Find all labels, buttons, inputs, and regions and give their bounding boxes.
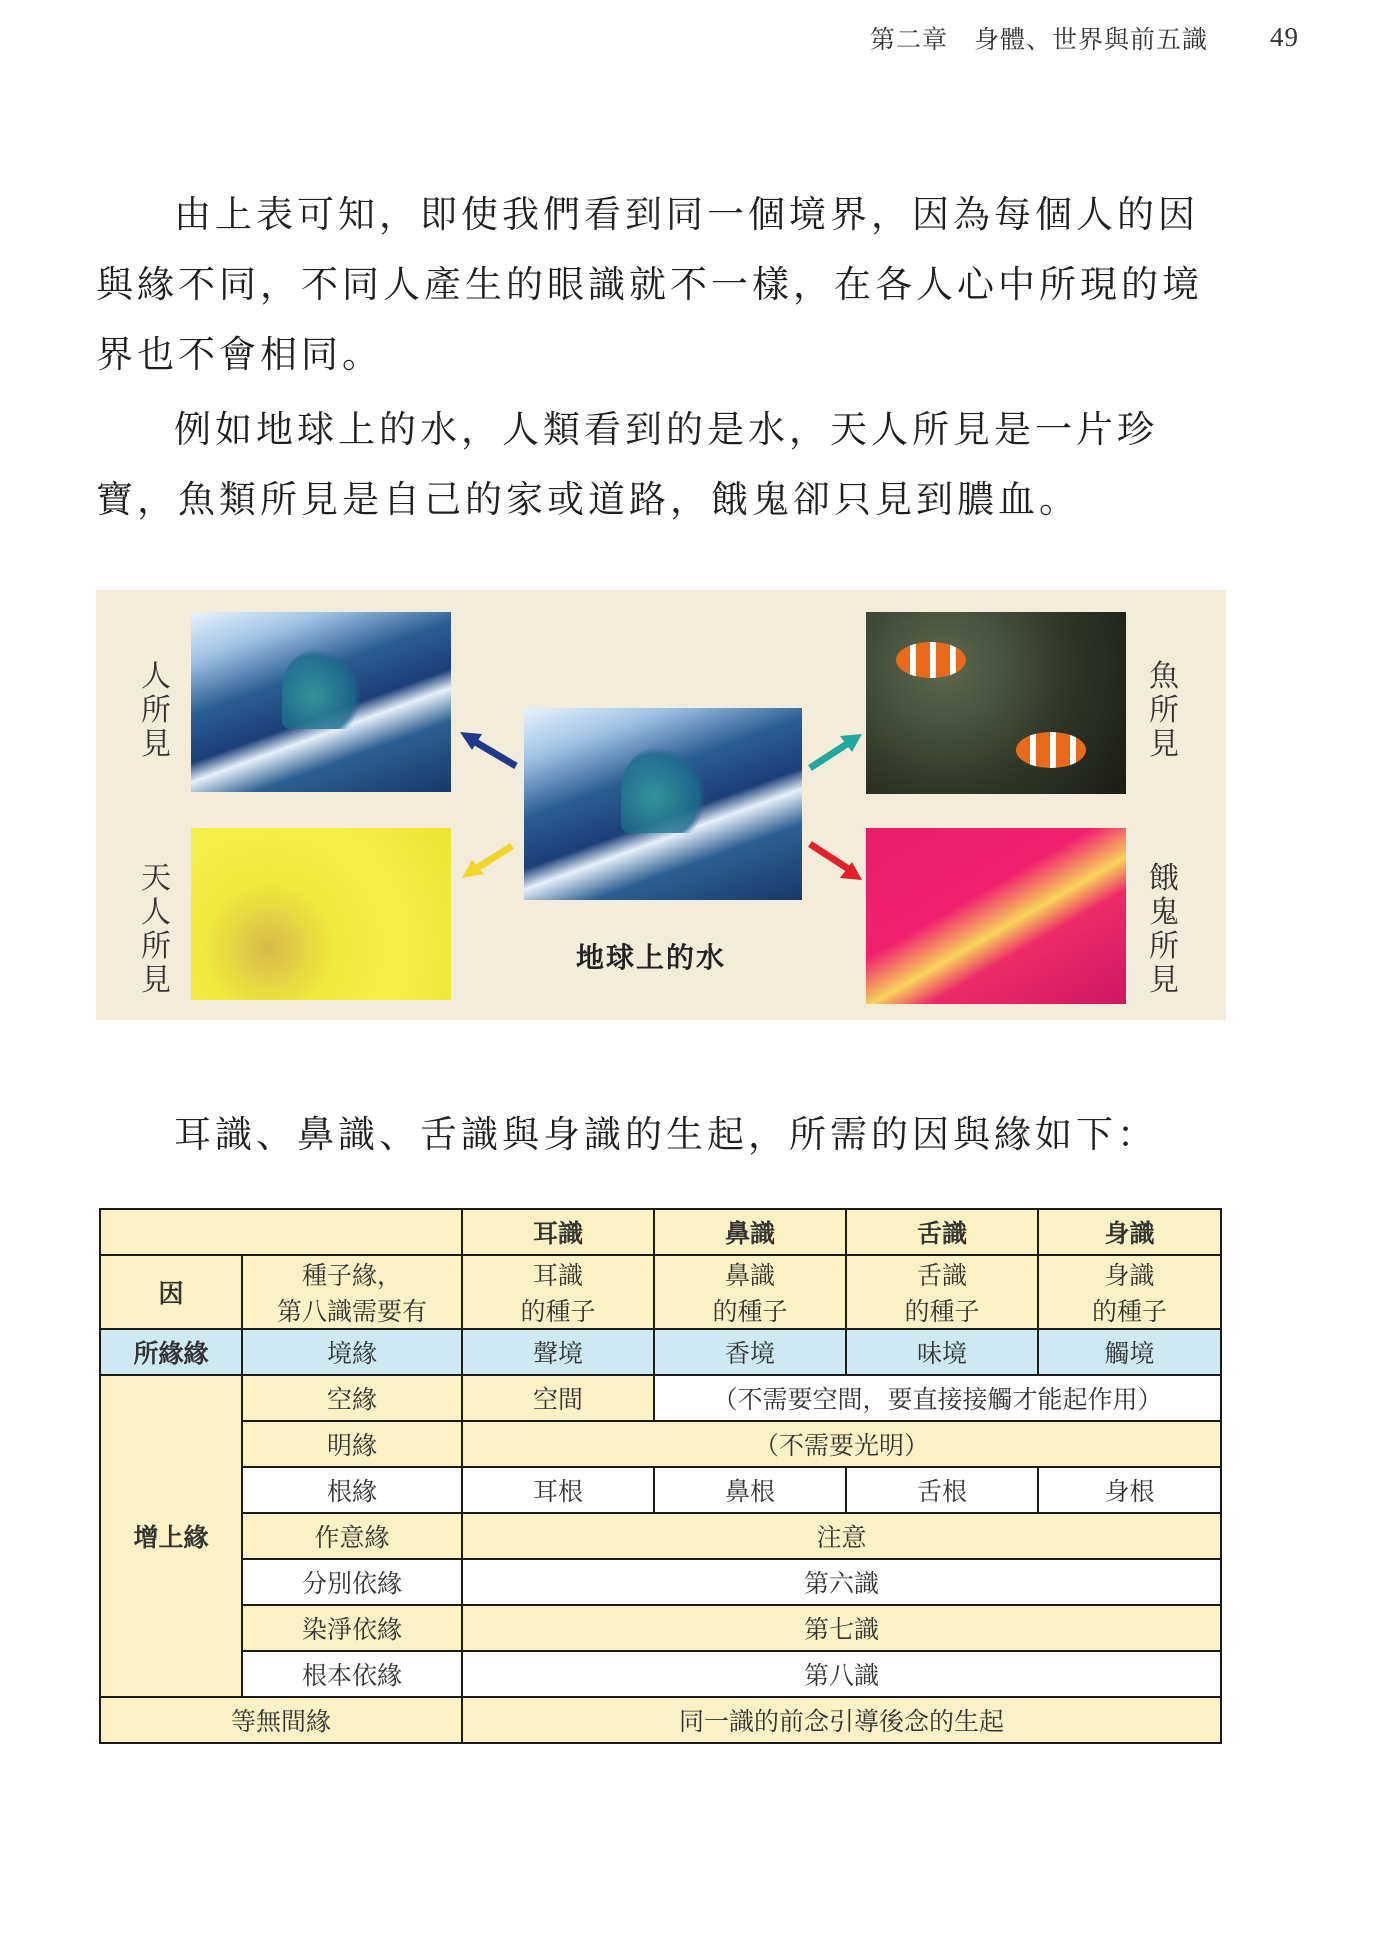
human-view-image	[191, 612, 451, 792]
object-body: 觸境	[1038, 1329, 1221, 1375]
paragraph-1: 由上表可知，即使我們看到同一個境界，因為每個人的因與緣不同，不同人產生的眼識就不一樣，在各人心中所現的境界也不會相同。	[96, 193, 1203, 376]
running-header	[870, 20, 1299, 56]
arrow-deva-icon	[460, 842, 516, 882]
fundamental-all: 第八識	[462, 1651, 1221, 1697]
table-row-space	[100, 1375, 1221, 1421]
table-row-attention	[100, 1513, 1221, 1559]
table-row-cause	[100, 1255, 1221, 1329]
object-nose: 香境	[654, 1329, 846, 1375]
discrimination-sub: 分別依緣	[242, 1559, 462, 1605]
cause-sub: 種子緣， 第八識需要有	[242, 1255, 462, 1329]
space-rest: （不需要空間，要直接接觸才能起作用）	[654, 1375, 1221, 1421]
object-sub: 境緣	[242, 1329, 462, 1375]
table-row-light	[100, 1421, 1221, 1467]
fish-view-image	[866, 612, 1126, 794]
label-ghost: 餓鬼所見	[1149, 861, 1179, 998]
space-sub: 空緣	[242, 1375, 462, 1421]
table-row-root	[100, 1467, 1221, 1513]
row-label-object: 所緣緣	[100, 1329, 242, 1375]
ghost-view-image	[866, 828, 1126, 1004]
chapter-title: 第二章 身體、世界與前五識	[870, 25, 1209, 54]
label-human: 人所見	[141, 659, 171, 762]
root-body: 身根	[1038, 1467, 1221, 1513]
object-tongue: 味境	[846, 1329, 1038, 1375]
root-tongue: 舌根	[846, 1467, 1038, 1513]
root-nose: 鼻根	[654, 1467, 846, 1513]
paragraph-3: 耳識、鼻識、舌識與身識的生起，所需的因與緣如下：	[174, 1113, 1158, 1156]
fundamental-sub: 根本依緣	[242, 1651, 462, 1697]
cause-ear: 耳識 的種子	[462, 1255, 654, 1329]
row-label-cause: 因	[100, 1255, 242, 1329]
discrimination-all: 第六識	[462, 1559, 1221, 1605]
root-ear: 耳根	[462, 1467, 654, 1513]
attention-all: 注意	[462, 1513, 1221, 1559]
row-label-immediate: 等無間緣	[100, 1697, 462, 1743]
space-ear: 空間	[462, 1375, 654, 1421]
earth-water-image	[524, 708, 802, 900]
header-nose: 鼻識	[654, 1209, 846, 1255]
water-perception-figure	[96, 590, 1226, 1020]
figure-caption: 地球上的水	[576, 941, 727, 974]
conditions-table	[99, 1208, 1222, 1744]
label-fish: 魚所見	[1149, 659, 1179, 762]
light-all: （不需要光明）	[462, 1421, 1221, 1467]
header-ear: 耳識	[462, 1209, 654, 1255]
table-row-fundamental	[100, 1651, 1221, 1697]
corner-cell	[100, 1209, 462, 1255]
table-header-row	[100, 1209, 1221, 1255]
defilement-sub: 染淨依緣	[242, 1605, 462, 1651]
table-row-object	[100, 1329, 1221, 1375]
header-body: 身識	[1038, 1209, 1221, 1255]
paragraph-2: 例如地球上的水，人類看到的是水，天人所見是一片珍寶，魚類所見是自己的家或道路，餓鬼卻只見到膿血。	[96, 408, 1158, 521]
attention-sub: 作意緣	[242, 1513, 462, 1559]
row-label-dominant: 增上緣	[100, 1375, 242, 1697]
root-sub: 根緣	[242, 1467, 462, 1513]
table-row-defilement	[100, 1605, 1221, 1651]
defilement-all: 第七識	[462, 1605, 1221, 1651]
cause-nose: 鼻識 的種子	[654, 1255, 846, 1329]
header-tongue: 舌識	[846, 1209, 1038, 1255]
immediate-all: 同一識的前念引導後念的生起	[462, 1697, 1221, 1743]
cause-tongue: 舌識 的種子	[846, 1255, 1038, 1329]
deva-view-image	[191, 828, 451, 1000]
label-deva: 天人所見	[141, 861, 171, 998]
page-number: 49	[1270, 22, 1299, 52]
table-row-discrimination	[100, 1559, 1221, 1605]
cause-body: 身識 的種子	[1038, 1255, 1221, 1329]
light-sub: 明緣	[242, 1421, 462, 1467]
object-ear: 聲境	[462, 1329, 654, 1375]
table-row-immediate	[100, 1697, 1221, 1743]
arrow-ghost-icon	[806, 840, 866, 884]
arrow-fish-icon	[806, 730, 866, 772]
arrow-human-icon	[458, 730, 520, 770]
